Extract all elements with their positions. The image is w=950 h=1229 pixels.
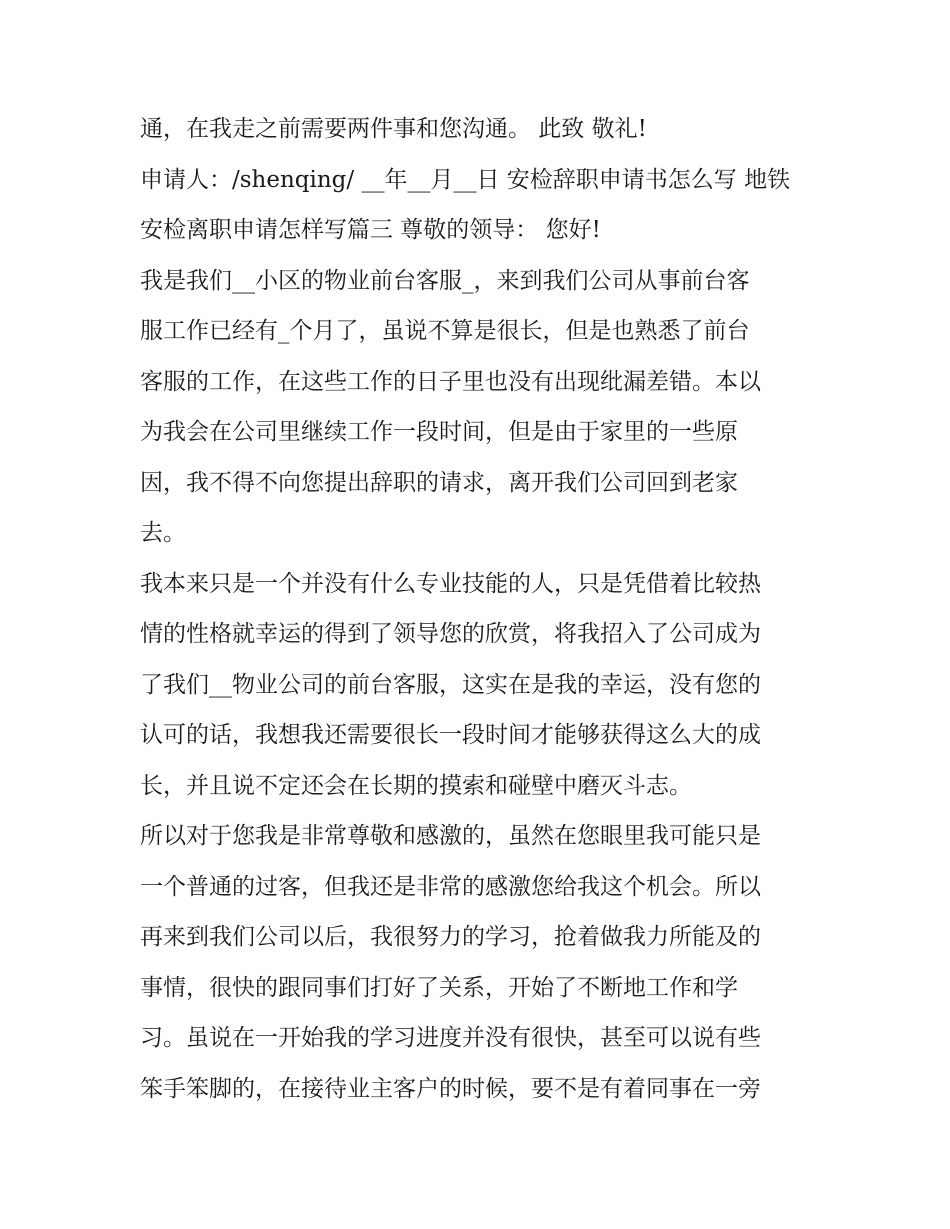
text-line: 我是我们__小区的物业前台客服_，来到我们公司从事前台客 <box>140 267 750 294</box>
text-line: 去。 <box>140 520 186 546</box>
text-line: 笨手笨脚的，在接待业主客户的时候，要不是有着同事在一旁 <box>140 1075 761 1102</box>
text-line: 申请人：/shenqing/ __年__月__日 安检辞职申请书怎么写 地铁 <box>140 166 791 193</box>
document-page <box>140 104 815 1114</box>
text-line: 长，并且说不定还会在长期的摸索和碰壁中磨灭斗志。 <box>140 772 692 799</box>
text-line: 服工作已经有_个月了，虽说不算是很长，但是也熟悉了前台 <box>140 318 750 344</box>
text-line: 习。虽说在一开始我的学习进度并没有很快，甚至可以说有些 <box>140 1025 761 1051</box>
text-line: 了我们__物业公司的前台客服，这实在是我的幸运，没有您的 <box>140 671 761 698</box>
text-line: 再来到我们公司以后，我很努力的学习，抢着做我力所能及的 <box>140 924 761 950</box>
text-line: 认可的话，我想我还需要很长一段时间才能够获得这么大的成 <box>140 722 761 748</box>
text-line: 所以对于您我是非常尊敬和感激的，虽然在您眼里我可能只是 <box>140 823 761 849</box>
text-line: 安检离职申请怎样写篇三 尊敬的领导： 您好! <box>140 217 601 243</box>
text-line: 为我会在公司里继续工作一段时间，但是由于家里的一些原 <box>140 419 738 445</box>
text-line: 因，我不得不向您提出辞职的请求，离开我们公司回到老家 <box>140 469 738 496</box>
text-line: 客服的工作，在这些工作的日子里也没有出现纰漏差错。本以 <box>140 368 761 395</box>
text-line: 一个普通的过客，但我还是非常的感激您给我这个机会。所以 <box>140 873 761 900</box>
text-line: 事情，很快的跟同事们打好了关系，开始了不断地工作和学 <box>140 974 738 1001</box>
text-line: 我本来只是一个并没有什么专业技能的人，只是凭借着比较热 <box>140 570 761 597</box>
text-line: 通，在我走之前需要两件事和您沟通。 此致 敬礼! <box>140 116 647 142</box>
text-line: 情的性格就幸运的得到了领导您的欣赏，将我招入了公司成为 <box>140 621 761 647</box>
